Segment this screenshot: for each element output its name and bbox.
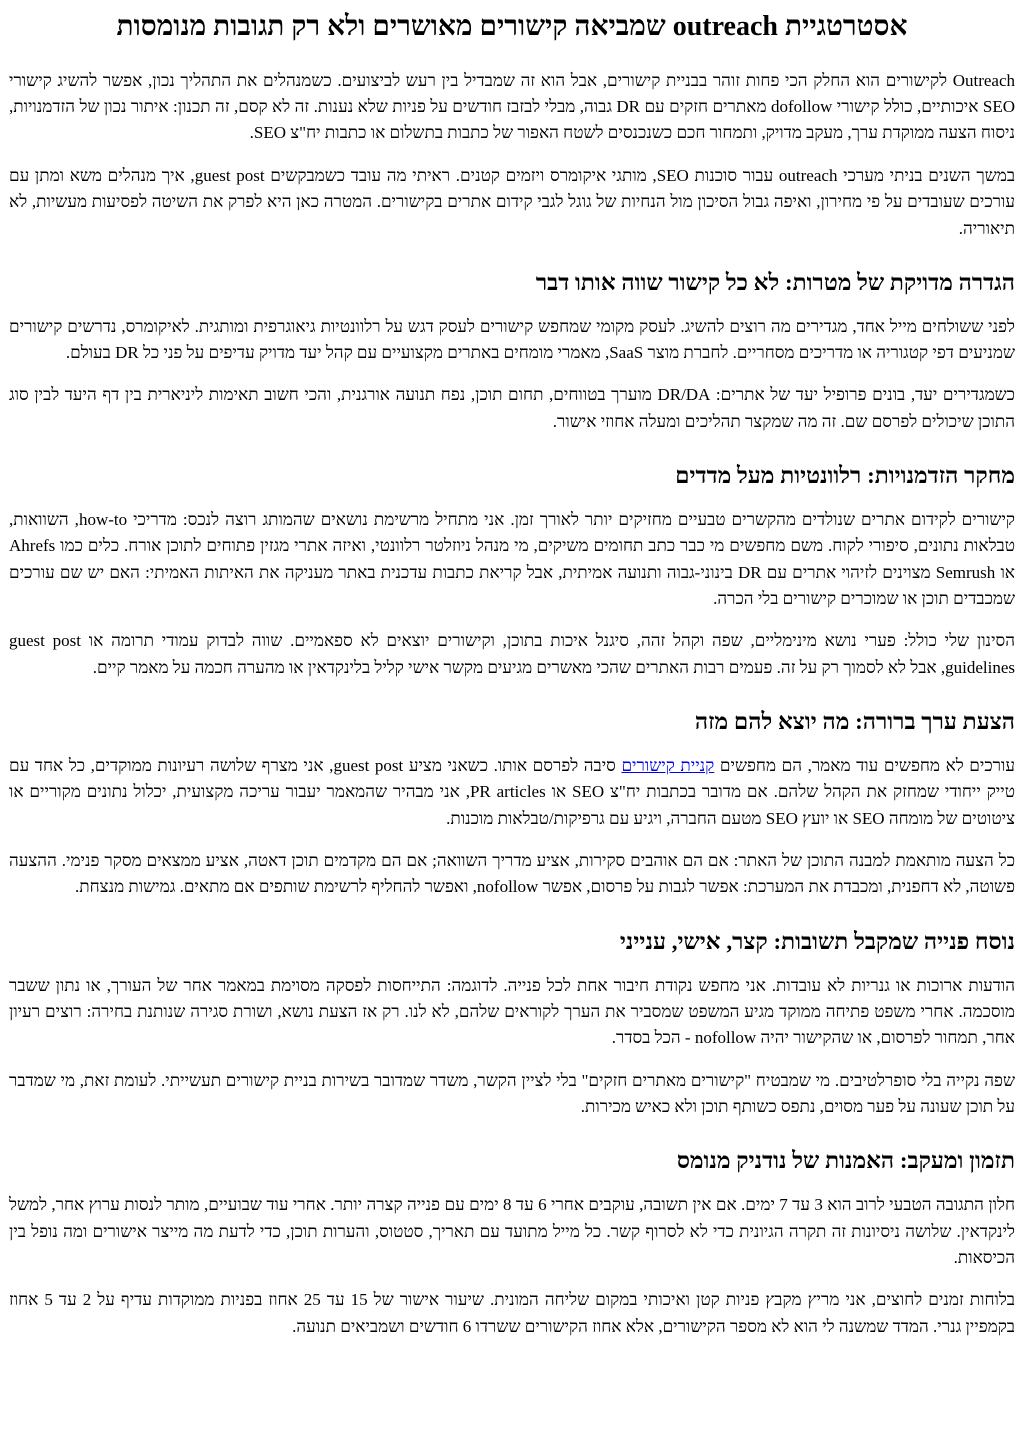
paragraph: כשמגדירים יעד, בונים פרופיל יעד של אתרים: DR/DA מוערך בטווחים, תחום תוכן, נפח תנועה אורגנית, והכי חשוב תאימות ליניארית בין דף היעד לבין סוג התוכן שיכולים לפרסם שם. זה מה שמקצר תהליכים ומעלה אחוזי אישור. xyxy=(9,385,1015,431)
section-heading-goal-definition: הגדרה מדויקת של מטרות: לא כל קישור שווה אותו דבר xyxy=(535,269,1015,295)
section-value-proposition xyxy=(9,707,1015,901)
paragraph-text-after-link: סיבה לפרסם אותו. כשאני מציע guest post, אני מצרף שלושה רעיונות ממוקדים, כל אחד עם טייק ייחודי שמחזק את הקהל שלהם. אם מדובר בכתבות יח"צ SEO או PR articles, אני מבהיר שהמאמר יעבור עריכה מקצועית, יכלול נתונים מקוריים או ציטוטים של מומחה SEO או יועץ SEO מטעם החברה, ויגיע עם גרפיקות/טבלאות מוכנות. xyxy=(9,755,1015,828)
intro-paragraph-2: במשך השנים בניתי מערכי outreach עבור סוכנות SEO, מותגי איקומרס ויזמים קטנים. ראיתי מה עובד כשמבקשים guest post, איך מנהלים משא ומתן עם עורכים שעובדים על פי מחירון, ואיפה גבול הסיכון מול הנחיות של גוגל לגבי קידום אתרים בקישורים. המטרה כאן היא לפרק את השיטה לפסיעות מעשיות, לא תיאוריה. xyxy=(9,165,1016,238)
article xyxy=(9,8,1015,1340)
section-heading-opportunity-research: מחקר הזדמנויות: רלוונטיות מעל מדדים xyxy=(675,463,1015,489)
paragraph: הסינון שלי כולל: פערי נושא מינימליים, שפה וקהל זהה, סיגנל איכות בתוכן, וקישורים יוצאים לא ספאמיים. שווה לבדוק עמודי תרומה או guest post guidelines, אבל לא לסמוך רק על זה. פעמים רבות האתרים שהכי מאשרים מגיעים מקשר אישי קליל בלינקדאין או מהערה חכמה על מאמר קיים. xyxy=(9,631,1015,677)
article-title: אסטרטגיית outreach שמביאה קישורים מאושרים ולא רק תגובות מנומסות xyxy=(116,11,908,42)
section-timing-followup xyxy=(9,1146,1015,1340)
paragraph: הודעות ארוכות או גנריות לא עובדות. אני מחפש נקודת חיבור אחת לכל פנייה. לדוגמה: התייחסות לפסקה מסוימת במאמר אחר של העורך, או נתון ששבר מוסכמה. אחרי משפט פתיחה ממוקד מגיע המשפט שמסביר את הערך לקוראים שלהם, לא לנו. רק אז הצעת נושא, ושורת סגירה שנותנת בחירה: רוצים רעיון אחר, תמחור לפרסום, או שהקישור יהיה nofollow - הכל בסדר. xyxy=(9,975,1015,1048)
paragraph: קישורים לקידום אתרים שנולדים מהקשרים טבעיים מחזיקים יותר לאורך זמן. אני מתחיל מרשימת נושאים שהמותג רוצה לנכס: מדריכי how-to, השוואות, טבלאות נתונים, סיפורי לקוח. משם מחפשים מי כבר כתב תחומים משיקים, מי מנהל ניוזלטר רלוונטי, ואיזה אתרי מגזין פתוחים לתוכן אורח. כלים כמו Ahrefs או Semrush מצוינים לזיהוי אתרים עם DR בינוני-גבוה ותנועה אמיתית, אבל קריאת כתבות עדכנית באתר מעניקה את האיתות האמיתי: האם יש שם עורכים שמכבדים תוכן או שמוכרים קישורים בלי הכרה. xyxy=(9,510,1016,609)
paragraph: בלוחות זמנים לחוצים, אני מריץ מקבץ פניות קטן ואיכותי במקום שליחה המונית. שיעור אישור של 15 עד 25 אחוז בפניות ממוקדות עדיף על 2 עד 5 אחוז בקמפיין גנרי. המדד שמשנה לי הוא לא מספר הקישורים, אלא אחוז הקישורים ששרדו 6 חודשים ושמביאים תנועה. xyxy=(9,1290,1016,1336)
paragraph: שפה נקייה בלי סופרלטיבים. מי שמבטיח "קישורים מאתרים חזקים" בלי לציין הקשר, משדר שמדובר בשירות בניית קישורים תעשייתי. לעומת זאת, מי שמדבר על תוכן שעונה על פער מסוים, נתפס כשותף תוכן ולא כאיש מכירות. xyxy=(9,1070,1015,1116)
paragraph-text-before-link: עורכים לא מחפשים עוד מאמר, הם מחפשים xyxy=(714,755,1015,775)
section-heading-timing-followup: תזמון ומעקב: האמנות של נודניק מנומס xyxy=(676,1148,1015,1174)
section-heading-outreach-copy: נוסח פנייה שמקבל תשובות: קצר, אישי, ענייני xyxy=(619,928,1015,954)
paragraph-with-link xyxy=(9,753,1015,832)
section-outreach-copy xyxy=(9,927,1015,1121)
section-heading-value-proposition: הצעת ערך ברורה: מה יוצא להם מזה xyxy=(694,709,1015,735)
paragraph: כל הצעה מותאמת למבנה התוכן של האתר: אם הם אוהבים סקירות, אציע מדריך השוואה; אם הם מקדמים תוכן דאטה, אציע ממצאים מסקר פנימי. ההצעה פשוטה, לא דחפנית, ומכבדת את המערכת: אפשר לגבות על פרסום, אפשר nofollow, ואפשר להחליף לרשימת שותפים אם מתאים. גמישות מנצחת. xyxy=(9,851,1015,897)
section-opportunity-research xyxy=(9,461,1015,681)
intro-paragraph-1: Outreach לקישורים הוא החלק הכי פחות זוהר בבניית קישורים, אבל הוא זה שמבדיל בין רעש לביצועים. כשמנהלים את התהליך נכון, אפשר להשיג קישורי SEO איכותיים, כולל קישורי dofollow מאתרים חזקים עם DR גבוה, מבלי לבזבז חודשים על פניות שלא נענות. זה לא קסם, זה תכנון: איתור נכון של הזדמנויות, ניסוח הצעה ממוקדת ערך, מעקב מדויק, ותמחור חכם כשנכנסים לשטח האפור של כתבות בתשלום או כתבות יח"צ SEO. xyxy=(9,70,1015,143)
buy-links-link[interactable]: קניית קישורים xyxy=(621,755,715,775)
paragraph: לפני ששולחים מייל אחד, מגדירים מה רוצים להשיג. לעסק מקומי שמחפש קישורים לעסק דגש על רלוונטיות גיאוגרפית ומותגית. לאיקומרס, נדרשים קישורים שמניעים דפי קטגוריה או מדריכים מסחריים. לחברת מוצר SaaS, מאמרי מומחים באתרים מקצועיים עם קהל יעד מדויק עדיפים על פני כל DR בעולם. xyxy=(9,316,1015,363)
section-goal-definition xyxy=(9,268,1015,435)
paragraph: חלון התגובה הטבעי לרוב הוא 3 עד 7 ימים. אם אין תשובה, עוקבים אחרי 6 עד 8 ימים עם פנייה קצרה יותר. אחרי עוד שבועיים, מותר לנסות ערוץ אחר, למשל לינקדאין. שלושה ניסיונות זה תקרה הגיונית כדי לא לסרוף קשר. כל מייל מתועד עם תאריך, סטטוס, והערות תוכן, כדי לדעת מה מייצר אישורים ומה נופל בין הכיסאות. xyxy=(9,1195,1016,1267)
